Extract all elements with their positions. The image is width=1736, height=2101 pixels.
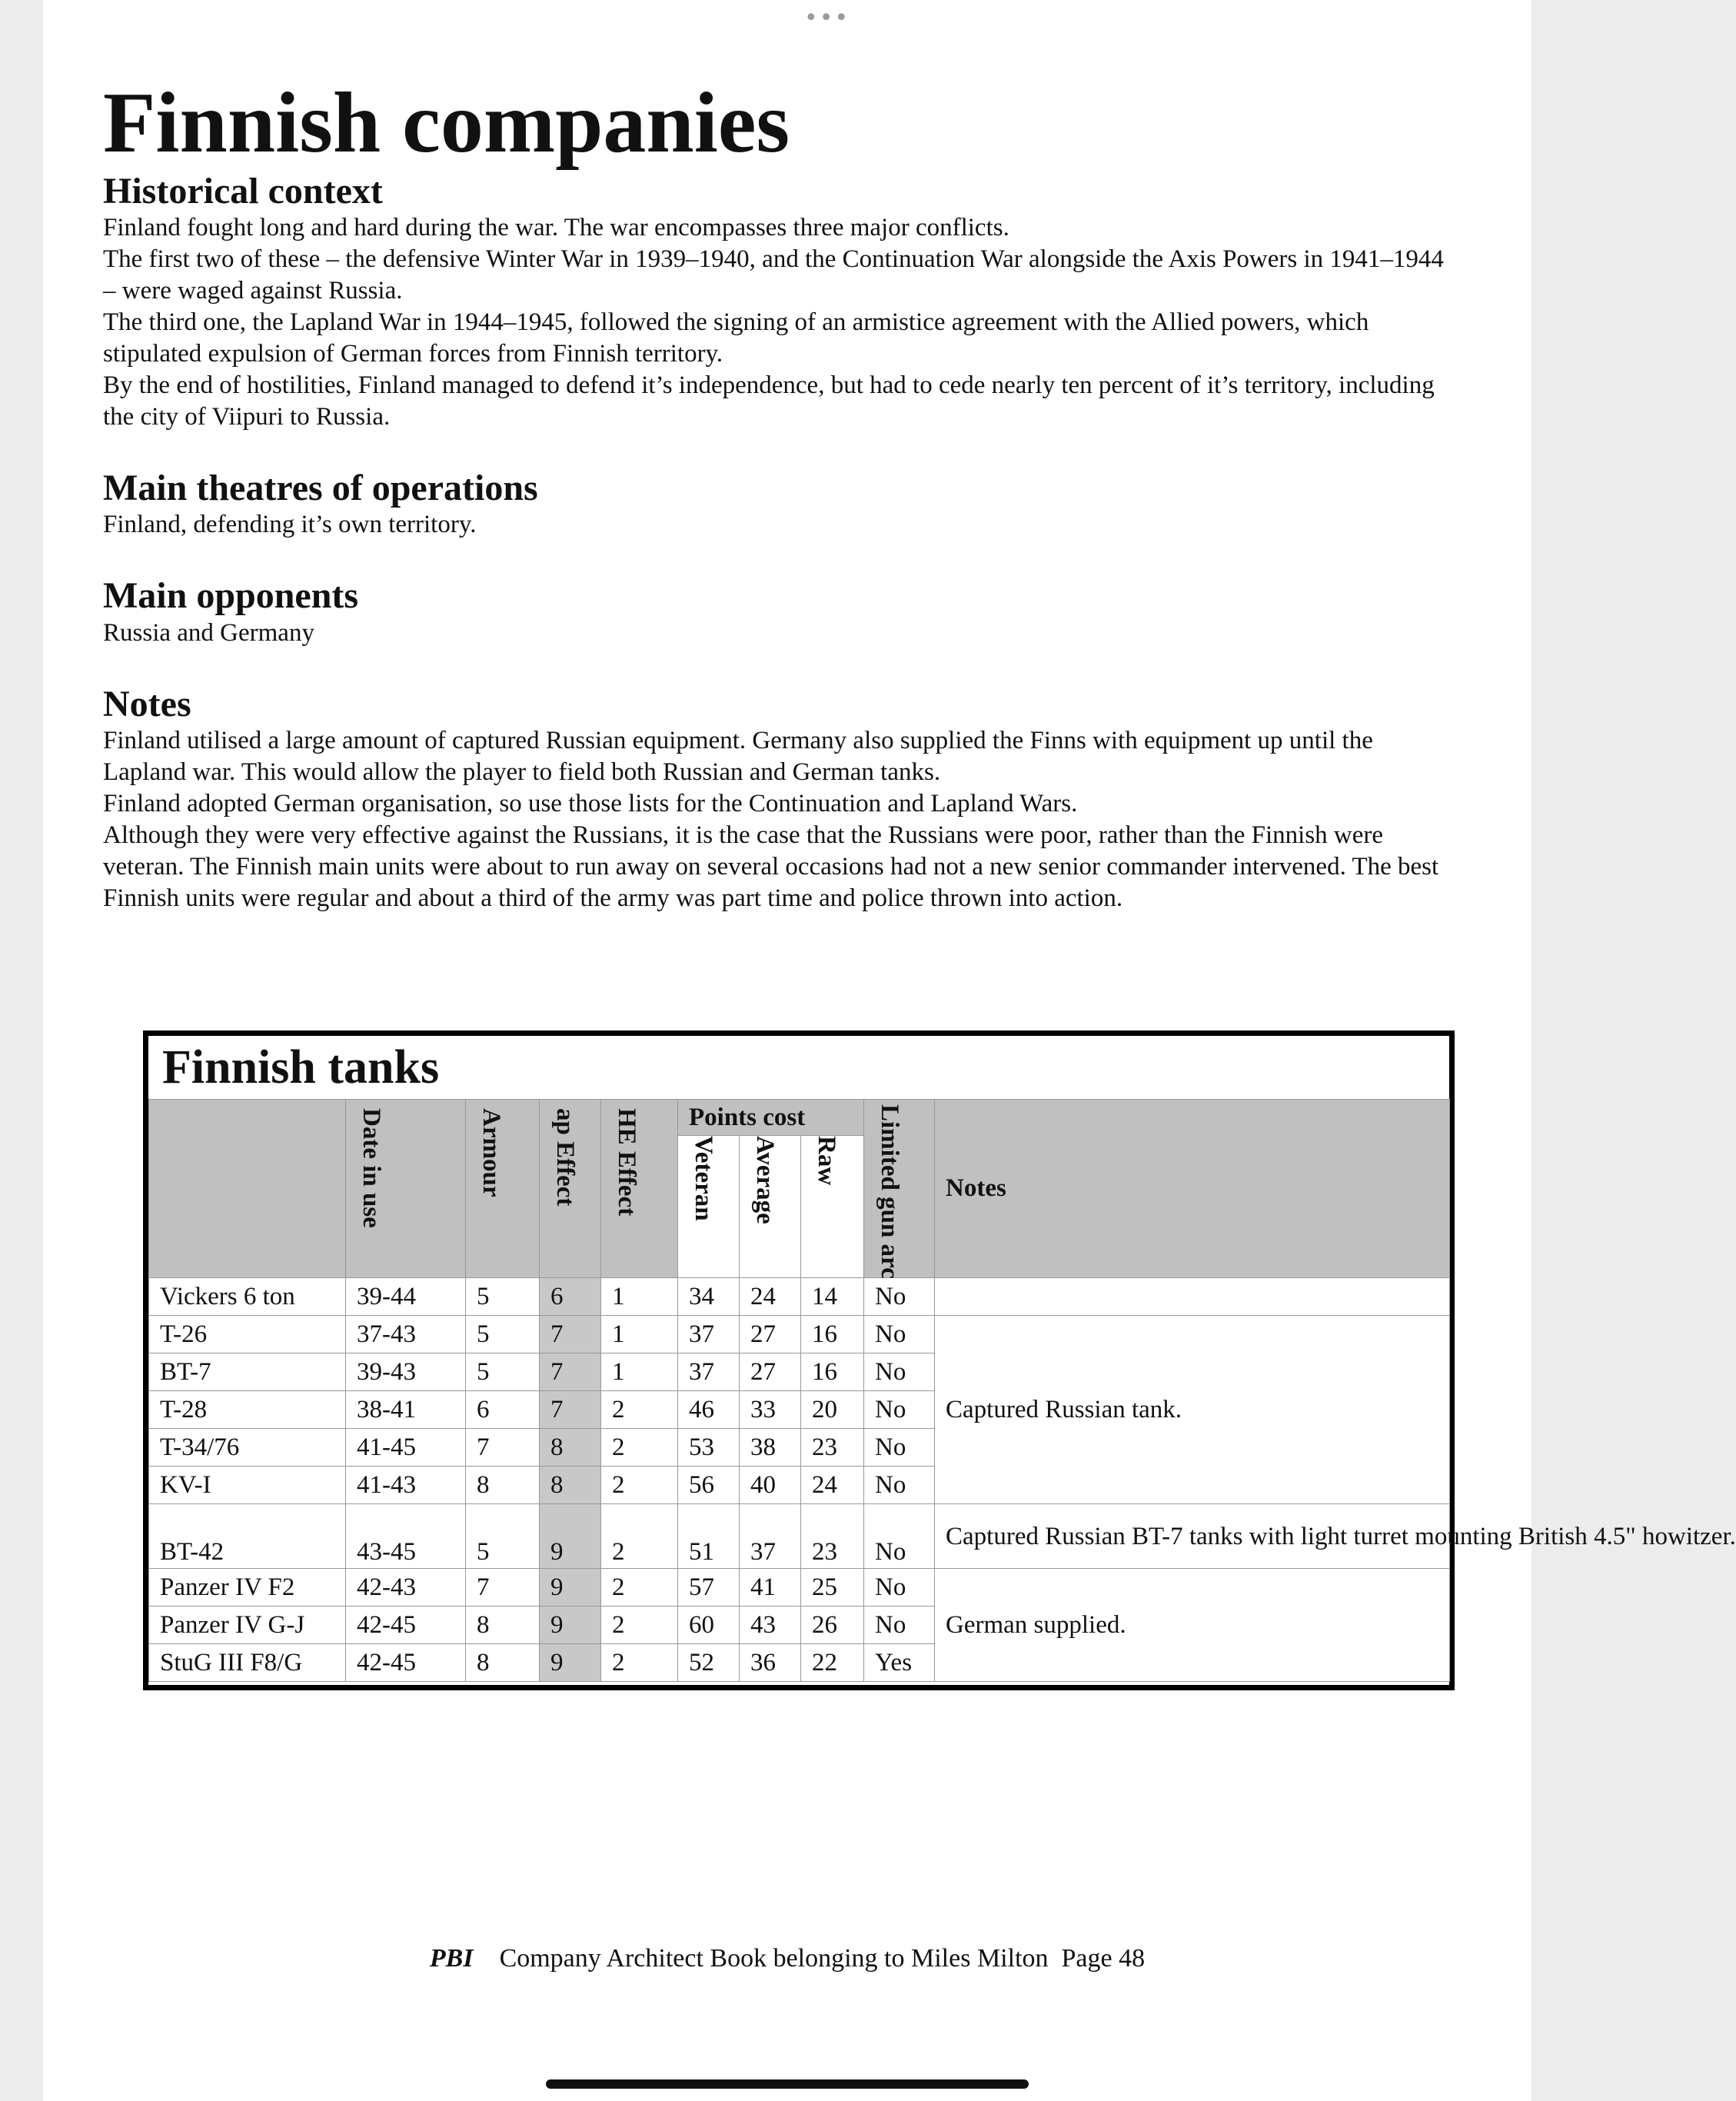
header-raw: Raw	[813, 1136, 840, 1186]
he-effect-value: 2	[601, 1429, 678, 1467]
notes-cell	[935, 1278, 1450, 1316]
footer-brand: PBI	[429, 1944, 474, 1973]
armour-value: 5	[466, 1504, 540, 1569]
he-effect-value: 2	[601, 1391, 678, 1429]
raw-cost: 16	[801, 1316, 864, 1353]
raw-cost: 25	[801, 1569, 864, 1607]
raw-cost: 16	[801, 1353, 864, 1391]
header-armour: Armour	[477, 1108, 505, 1197]
ap-effect-value: 7	[540, 1353, 601, 1391]
armour-value: 7	[466, 1429, 540, 1467]
tank-name: Panzer IV G-J	[149, 1607, 346, 1644]
notes-bt42: Captured Russian BT-7 tanks with light turret mounting British 4.5" howitzer.	[935, 1504, 1450, 1569]
raw-cost: 22	[801, 1644, 864, 1682]
date-in-use: 42-45	[346, 1644, 466, 1682]
raw-cost: 26	[801, 1607, 864, 1644]
page-number: Page 48	[1061, 1944, 1146, 1973]
average-cost: 43	[740, 1607, 801, 1644]
he-effect-value: 2	[601, 1644, 678, 1682]
ap-effect-value: 6	[540, 1278, 601, 1316]
paragraph: By the end of hostilities, Finland managed to defend it’s independence, but had to cede nearly ten percent of it’s territory, including the city of Viipuri to Russia.	[103, 371, 1435, 431]
he-effect-value: 1	[601, 1278, 678, 1316]
header-he-effect: HE Effect	[613, 1108, 640, 1217]
armour-value: 8	[466, 1607, 540, 1644]
average-cost: 27	[740, 1353, 801, 1391]
armour-value: 8	[466, 1467, 540, 1504]
tank-name: T-28	[149, 1391, 346, 1429]
ap-effect-value: 8	[540, 1429, 601, 1467]
ap-effect-value: 9	[540, 1504, 601, 1569]
tank-name: T-34/76	[149, 1429, 346, 1467]
paragraph: The first two of these – the defensive Winter War in 1939–1940, and the Continuation War alongside the Axis Powers in 1941–1944 – were waged against Russia.	[103, 245, 1444, 305]
limited-gun-arc-value: No	[864, 1569, 935, 1607]
average-cost: 40	[740, 1467, 801, 1504]
raw-cost: 23	[801, 1429, 864, 1467]
he-effect-value: 1	[601, 1316, 678, 1353]
date-in-use: 41-45	[346, 1429, 466, 1467]
veteran-cost: 37	[678, 1353, 740, 1391]
header-date: Date in use	[358, 1108, 385, 1228]
table-row	[149, 1316, 1450, 1353]
date-in-use: 37-43	[346, 1316, 466, 1353]
theatres-text: Finland, defending it’s own territory.	[103, 511, 477, 539]
header-points-cost: Points cost	[678, 1100, 864, 1136]
notes-german-supplied: German supplied.	[935, 1569, 1450, 1682]
raw-cost: 23	[801, 1504, 864, 1569]
notes-section	[103, 683, 1456, 914]
notes-heading: Notes	[103, 683, 191, 724]
veteran-cost: 56	[678, 1467, 740, 1504]
historical-context-heading: Historical context	[103, 170, 383, 211]
date-in-use: 43-45	[346, 1504, 466, 1569]
tank-name: KV-I	[149, 1467, 346, 1504]
limited-gun-arc-value: No	[864, 1278, 935, 1316]
table-title: Finnish tanks	[162, 1041, 440, 1094]
opponents-text: Russia and Germany	[103, 618, 314, 647]
date-in-use: 38-41	[346, 1391, 466, 1429]
paragraph: Finland utilised a large amount of captured Russian equipment. Germany also supplied the Finns with equipment up until the Lapland war. This would allow the player to field both Russian and German tanks.	[103, 726, 1373, 786]
date-in-use: 42-43	[346, 1569, 466, 1607]
veteran-cost: 57	[678, 1569, 740, 1607]
armour-value: 6	[466, 1391, 540, 1429]
tank-name: StuG III F8/G	[149, 1644, 346, 1682]
date-in-use: 42-45	[346, 1607, 466, 1644]
limited-gun-arc-value: No	[864, 1429, 935, 1467]
limited-gun-arc-value: No	[864, 1391, 935, 1429]
limited-gun-arc-value: No	[864, 1316, 935, 1353]
tank-name: T-26	[149, 1316, 346, 1353]
he-effect-value: 2	[601, 1504, 678, 1569]
armour-value: 5	[466, 1353, 540, 1391]
raw-cost: 14	[801, 1278, 864, 1316]
header-average: Average	[751, 1136, 779, 1224]
header-limited-gun-arc: Limited gun arc	[876, 1104, 904, 1279]
average-cost: 33	[740, 1391, 801, 1429]
average-cost: 36	[740, 1644, 801, 1682]
veteran-cost: 60	[678, 1607, 740, 1644]
historical-context-body	[103, 212, 1456, 433]
paragraph: Although they were very effective against the Russians, it is the case that the Russians were poor, rather than the Finnish were veteran. The Finnish main units were about to run away on several occasions had not a new senior commander intervened. The best Finnish units were regular and about a third of the army was part time and police thrown into action.	[103, 821, 1439, 912]
theatres-section	[103, 467, 1456, 541]
header-veteran: Veteran	[690, 1136, 717, 1221]
he-effect-value: 1	[601, 1353, 678, 1391]
limited-gun-arc-value: Yes	[864, 1644, 935, 1682]
limited-gun-arc-value: No	[864, 1504, 935, 1569]
date-in-use: 39-44	[346, 1278, 466, 1316]
tank-name: BT-42	[149, 1504, 346, 1569]
tank-name: Panzer IV F2	[149, 1569, 346, 1607]
average-cost: 41	[740, 1569, 801, 1607]
document-content	[103, 77, 1456, 914]
armour-value: 5	[466, 1316, 540, 1353]
average-cost: 38	[740, 1429, 801, 1467]
paragraph: Finland adopted German organisation, so use those lists for the Continuation and Lapland Wars.	[103, 789, 1078, 817]
header-ap-effect: ap Effect	[551, 1108, 579, 1207]
veteran-cost: 34	[678, 1278, 740, 1316]
ap-effect-value: 7	[540, 1316, 601, 1353]
header-name-cell	[149, 1100, 346, 1278]
tank-name: Vickers 6 ton	[149, 1278, 346, 1316]
table-row	[149, 1504, 1450, 1569]
ap-effect-value: 8	[540, 1467, 601, 1504]
table-row	[149, 1278, 1450, 1316]
paragraph: Finland fought long and hard during the war. The war encompasses three major conflicts.	[103, 214, 1009, 242]
veteran-cost: 46	[678, 1391, 740, 1429]
home-indicator[interactable]	[546, 2079, 1029, 2089]
page-footer	[0, 1944, 1575, 1973]
finnish-tanks-table	[148, 1099, 1736, 1682]
header-notes: Notes	[935, 1100, 1450, 1278]
he-effect-value: 2	[601, 1569, 678, 1607]
footer-text: Company Architect Book belonging to Miles Milton	[499, 1944, 1049, 1973]
opponents-heading: Main opponents	[103, 575, 359, 617]
table-row	[149, 1569, 1450, 1607]
average-cost: 37	[740, 1504, 801, 1569]
opponents-section	[103, 574, 1456, 648]
ap-effect-value: 7	[540, 1391, 601, 1429]
ap-effect-value: 9	[540, 1569, 601, 1607]
limited-gun-arc-value: No	[864, 1353, 935, 1391]
theatres-heading: Main theatres of operations	[103, 468, 538, 509]
veteran-cost: 53	[678, 1429, 740, 1467]
limited-gun-arc-value: No	[864, 1607, 935, 1644]
veteran-cost: 52	[678, 1644, 740, 1682]
finnish-tanks-table-box	[143, 1031, 1736, 1690]
he-effect-value: 2	[601, 1607, 678, 1644]
date-in-use: 41-43	[346, 1467, 466, 1504]
raw-cost: 20	[801, 1391, 864, 1429]
paragraph: The third one, the Lapland War in 1944–1945, followed the signing of an armistice agreement with the Allied powers, which stipulated expulsion of German forces from Finnish territory.	[103, 308, 1369, 368]
armour-value: 7	[466, 1569, 540, 1607]
armour-value: 5	[466, 1278, 540, 1316]
armour-value: 8	[466, 1644, 540, 1682]
veteran-cost: 37	[678, 1316, 740, 1353]
more-options-icon[interactable]: •••	[804, 5, 850, 32]
raw-cost: 24	[801, 1467, 864, 1504]
average-cost: 27	[740, 1316, 801, 1353]
average-cost: 24	[740, 1278, 801, 1316]
historical-context-section	[103, 170, 1456, 433]
veteran-cost: 51	[678, 1504, 740, 1569]
tank-name: BT-7	[149, 1353, 346, 1391]
date-in-use: 39-43	[346, 1353, 466, 1391]
ap-effect-value: 9	[540, 1607, 601, 1644]
he-effect-value: 2	[601, 1467, 678, 1504]
ap-effect-value: 9	[540, 1644, 601, 1682]
limited-gun-arc-value: No	[864, 1467, 935, 1504]
page-title: Finnish companies	[103, 75, 790, 171]
notes-captured-russian: Captured Russian tank.	[935, 1316, 1450, 1504]
